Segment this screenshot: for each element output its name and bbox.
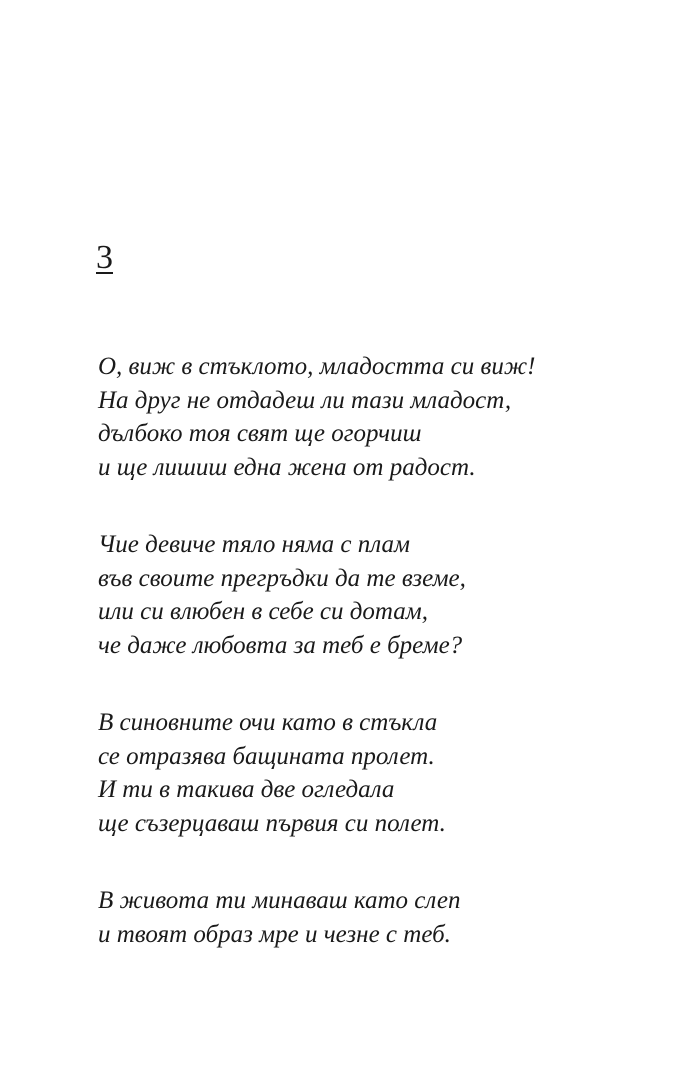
poem-line: дълбоко тоя свят ще огорчиш: [98, 420, 422, 447]
poem-line: че даже любовта за теб е бреме?: [98, 631, 463, 659]
poem-line: О, виж в стъклото, младостта си виж!: [98, 353, 536, 380]
poem-line: и ще лишиш една жена от радост.: [98, 453, 476, 481]
stanza-1: [98, 350, 618, 484]
poem-line: Чие девиче тяло няма с плам: [98, 531, 410, 558]
poem-line: се отразява бащината пролет.: [98, 742, 435, 770]
poem-line: или си влюбен в себе си дотам,: [98, 598, 428, 625]
poem-line: В синовните очи като в стъкла: [98, 709, 438, 736]
stanza-2: [98, 528, 618, 662]
poem-line: ще съзерцаваш първия си полет.: [98, 809, 446, 837]
poem-body: [98, 350, 618, 995]
poem-number: 3: [96, 239, 113, 276]
stanza-4: [98, 884, 618, 951]
poem-line: В живота ти минаваш като слеп: [98, 887, 461, 914]
poem-line: И ти в такива две огледала: [98, 776, 395, 803]
poem-line: и твоят образ мре и чезне с теб.: [98, 920, 451, 948]
poem-line: във своите прегръдки да те вземе,: [98, 564, 466, 592]
stanza-3: [98, 706, 618, 840]
poem-line: На друг не отдадеш ли тази младост,: [98, 386, 512, 414]
